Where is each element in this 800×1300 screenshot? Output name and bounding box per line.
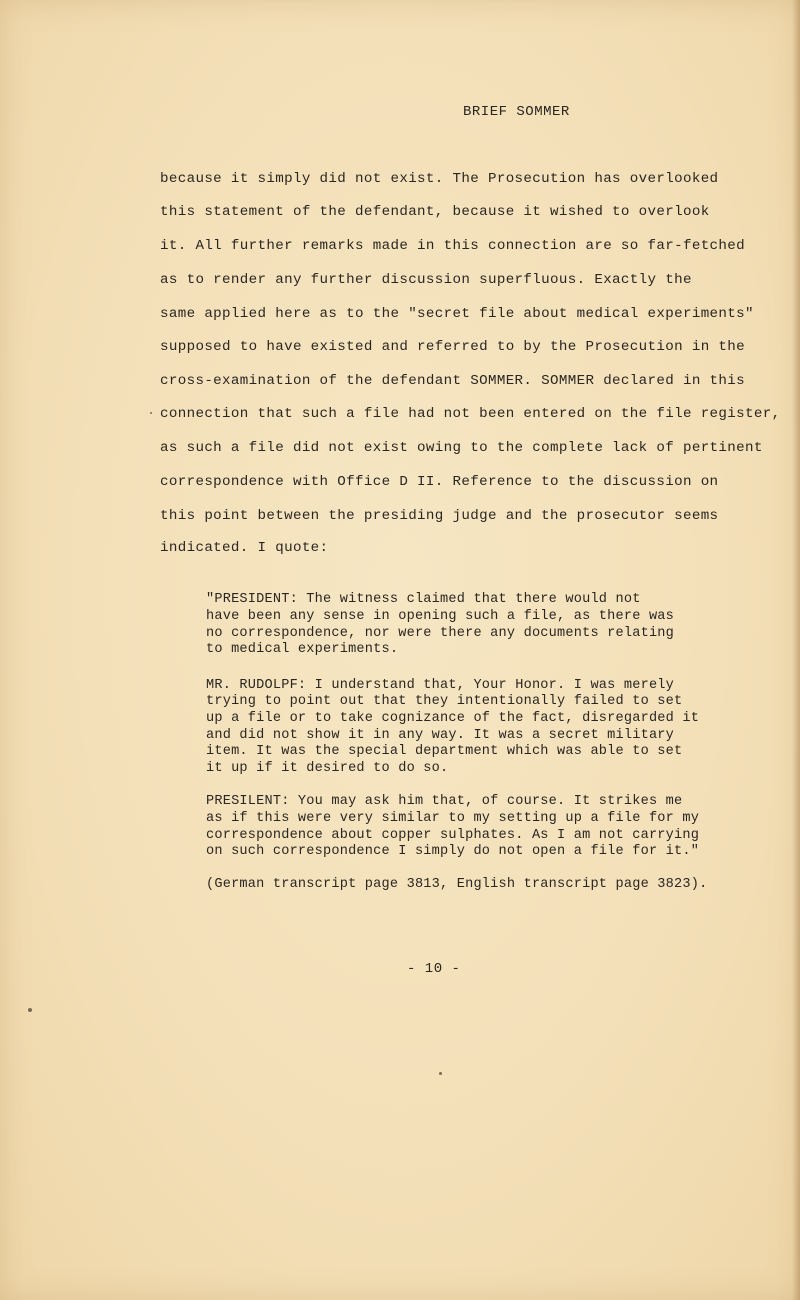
quote-line: to medical experiments. [206, 642, 399, 657]
body-line: supposed to have existed and referred to by the Prosecution in the [160, 339, 746, 355]
quote-line: as if this were very similar to my setting up a file for my [206, 811, 700, 826]
body-line: cross-examination of the defendant SOMMER. SOMMER declared in this [160, 373, 746, 389]
paper-speck [28, 1008, 32, 1012]
body-line: this point between the presiding judge and the prosecutor seems [160, 508, 719, 524]
body-line: correspondence with Office D II. Reference to the discussion on [160, 474, 719, 490]
quote-line: MR. RUDOLPF: I understand that, Your Honor. I was merely [206, 678, 675, 693]
quote-line: up a file or to take cognizance of the fact, disregarded it [206, 711, 700, 726]
quote-line: no correspondence, nor were there any documents relating [206, 626, 675, 641]
page-number: - 10 - [407, 961, 461, 977]
page-header: BRIEF SOMMER [463, 104, 570, 120]
page-edge-shadow [792, 0, 800, 1300]
paper-speck [439, 1072, 442, 1075]
body-line: connection that such a file had not been entered on the file register, [160, 406, 781, 422]
quote-line: and did not show it in any way. It was a secret military [206, 728, 675, 743]
quote-line: PRESILENT: You may ask him that, of course. It strikes me [206, 794, 683, 809]
body-line: this statement of the defendant, because it wished to overlook [160, 204, 710, 220]
paper-speck [150, 412, 152, 414]
quote-line: have been any sense in opening such a file, as there was [206, 609, 675, 624]
quote-line: (German transcript page 3813, English transcript page 3823). [206, 877, 708, 892]
body-line: as to render any further discussion superfluous. Exactly the [160, 272, 692, 288]
quote-line: correspondence about copper sulphates. As I am not carrying [206, 828, 700, 843]
body-line: indicated. I quote: [160, 540, 329, 556]
quote-line: item. It was the special department which was able to set [206, 744, 683, 759]
body-line: it. All further remarks made in this connection are so far-fetched [160, 238, 746, 254]
quote-line: trying to point out that they intentionally failed to set [206, 694, 683, 709]
quote-line: on such correspondence I simply do not open a file for it." [206, 844, 700, 859]
quote-line: "PRESIDENT: The witness claimed that there would not [206, 592, 641, 607]
body-line: because it simply did not exist. The Prosecution has overlooked [160, 171, 719, 187]
body-line: same applied here as to the "secret file about medical experiments" [160, 306, 754, 322]
quote-line: it up if it desired to do so. [206, 761, 449, 776]
body-line: as such a file did not exist owing to the complete lack of pertinent [160, 440, 763, 456]
